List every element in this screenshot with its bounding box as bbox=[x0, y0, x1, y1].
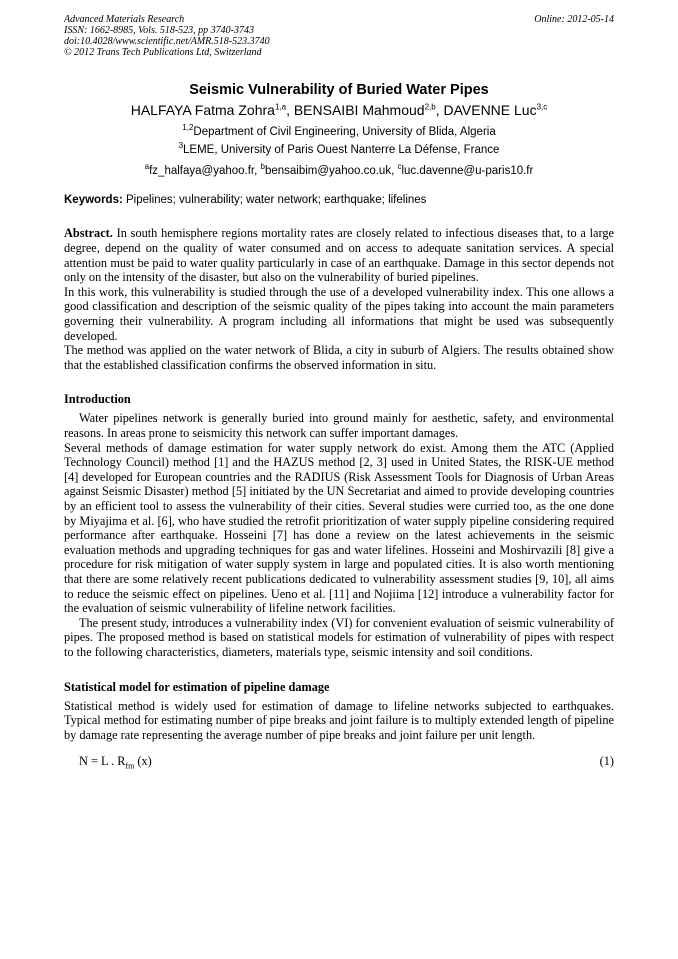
paper-page bbox=[64, 14, 614, 771]
abstract-label: Abstract. bbox=[64, 226, 113, 241]
body-paragraph: Water pipelines network is generally buried into ground mainly for aesthetic, safety, and environmental reasons. In areas prone to seismicity this network can suffer important damages. bbox=[64, 411, 614, 441]
keywords bbox=[64, 194, 614, 206]
author-name: BENSAIBI Mahmoud bbox=[293, 102, 425, 118]
abstract-paragraph bbox=[64, 226, 614, 284]
email-superscript: a bbox=[144, 161, 150, 171]
email-superscript: c bbox=[397, 161, 402, 171]
affiliation-text: Department of Civil Engineering, University of Blida, Algeria bbox=[193, 125, 496, 138]
author-emails bbox=[64, 162, 614, 177]
abstract-paragraph: The method was applied on the water network of Blida, a city in suburb of Algiers. The results obtained show that the established classification confirms the observed information in situ. bbox=[64, 343, 614, 372]
email-text: luc.davenne@u-paris10.fr bbox=[401, 164, 534, 177]
author-separator: , bbox=[286, 102, 294, 118]
body-paragraph: The present study, introduces a vulnerability index (VI) for convenient evaluation of seismic vulnerability of pipes. The proposed method is based on statistical models for estimation of vulnerability of pipes with respect to the following characteristics, diameters, materials type, seismic intensity and soil conditions. bbox=[64, 615, 614, 659]
body-paragraph: Statistical method is widely used for estimation of damage to lifeline networks subjected to earthquakes. Typical method for estimating number of pipe breaks and joint failure is to multiply extended length of pipeline by damage rate representing the average number of pipe breaks and joint failure per unit length. bbox=[64, 698, 614, 742]
equation-subscript: fm bbox=[125, 761, 135, 771]
abstract-paragraph: In this work, this vulnerability is studied through the use of a developed vulnerability index. This one allows a good classification and description of the seismic quality of the pipes taking into account the main parameters governing their vulnerability. A program including all informations that might be used was subsequently developed. bbox=[64, 284, 614, 343]
author-superscript: 3,c bbox=[536, 102, 548, 112]
paper-title: Seismic Vulnerability of Buried Water Pipes bbox=[189, 82, 489, 98]
equation-left: N = L . R bbox=[79, 754, 126, 769]
affiliation-line bbox=[64, 139, 614, 157]
author-superscript: 1,a bbox=[274, 102, 287, 112]
author-superscript: 2,b bbox=[424, 102, 436, 112]
body-paragraph: Several methods of damage estimation for water supply network do exist. Among them the ATC (Applied Technology Council) method [1] and the HAZUS method [2, 3] used in United States, the RISK-UE method [4] developed for European countries and the RADIUS (Risk Assessment Tools for Diagnosis of Urban Areas against Seismic Disaster) method [5] initiated by the UN Secretariat and aimed to provide developing countries by an efficient tool to assess the vulnerability of their cities. Several studies were curried too, as the one done by Miyajima et al. [6], who have studied the retrofit prioritization of water supply pipeline considering required performance after earthquake. Hosseini [7] has done a review on the latest achievements in the seismic evaluation methods and upgrading techniques for gas and water lifelines. Hosseini and Moshirvazili [8] give a procedure for risk mitigation of water supply system in large and populated cities. It is also worth mentioning that there are some relatively recent publications dedicated to vulnerability assessment studies [9, 10], all aims to reduce the seismic effect on pipelines. Ueno et al. [11] and Nojiima [12] introduce a vulnerability factor for the evaluation of seismic vulnerability of lifeline network facilities. bbox=[64, 440, 614, 616]
author-separator: , bbox=[435, 102, 444, 118]
affiliation-superscript: 3 bbox=[178, 140, 184, 150]
author-list bbox=[64, 102, 614, 118]
online-date: Online: 2012-05-14 bbox=[534, 14, 614, 25]
author-name: DAVENNE Luc bbox=[443, 102, 537, 118]
journal-issn: ISSN: 1662-8985, Vols. 518-523, pp 3740-3743 bbox=[64, 25, 254, 36]
abstract bbox=[64, 226, 614, 372]
affiliations bbox=[64, 121, 614, 157]
affiliation-text: LEME, University of Paris Ouest Nanterre La Défense, France bbox=[183, 143, 500, 156]
journal-header bbox=[64, 14, 614, 58]
journal-name: Advanced Materials Research bbox=[64, 14, 185, 25]
email-superscript: b bbox=[260, 161, 265, 171]
journal-doi: doi:10.4028/www.scientific.net/AMR.518-523.3740 bbox=[64, 36, 270, 47]
keywords-label: Keywords: bbox=[64, 194, 123, 207]
keywords-text: Pipelines; vulnerability; water network; earthquake; lifelines bbox=[122, 194, 427, 207]
affiliation-line bbox=[64, 121, 614, 139]
section-heading: Statistical model for estimation of pipeline damage bbox=[64, 679, 330, 694]
affiliation-superscript: 1,2 bbox=[182, 123, 194, 132]
email-text: fz_halfaya@yahoo.fr, bbox=[149, 164, 261, 177]
equation bbox=[64, 754, 614, 770]
author-name: HALFAYA Fatma Zohra bbox=[130, 102, 275, 118]
abstract-text: In south hemisphere regions mortality rates are closely related to infectious diseases that, to a large degree, depend on the quality of water consumed and on access to adequate sanitation services. A special attention must be paid to water quality particularly in case of an earthquake. Damage in this sector depends not only on the intensity of the disaster, but also on the vulnerability of buried pipelines. bbox=[64, 226, 614, 285]
equation-right: (x) bbox=[134, 754, 152, 769]
email-text: bensaibim@yahoo.co.uk, bbox=[264, 164, 398, 177]
section-heading: Introduction bbox=[64, 392, 131, 407]
journal-copyright: © 2012 Trans Tech Publications Ltd, Switzerland bbox=[64, 47, 262, 58]
equation-number: (1) bbox=[599, 754, 614, 769]
